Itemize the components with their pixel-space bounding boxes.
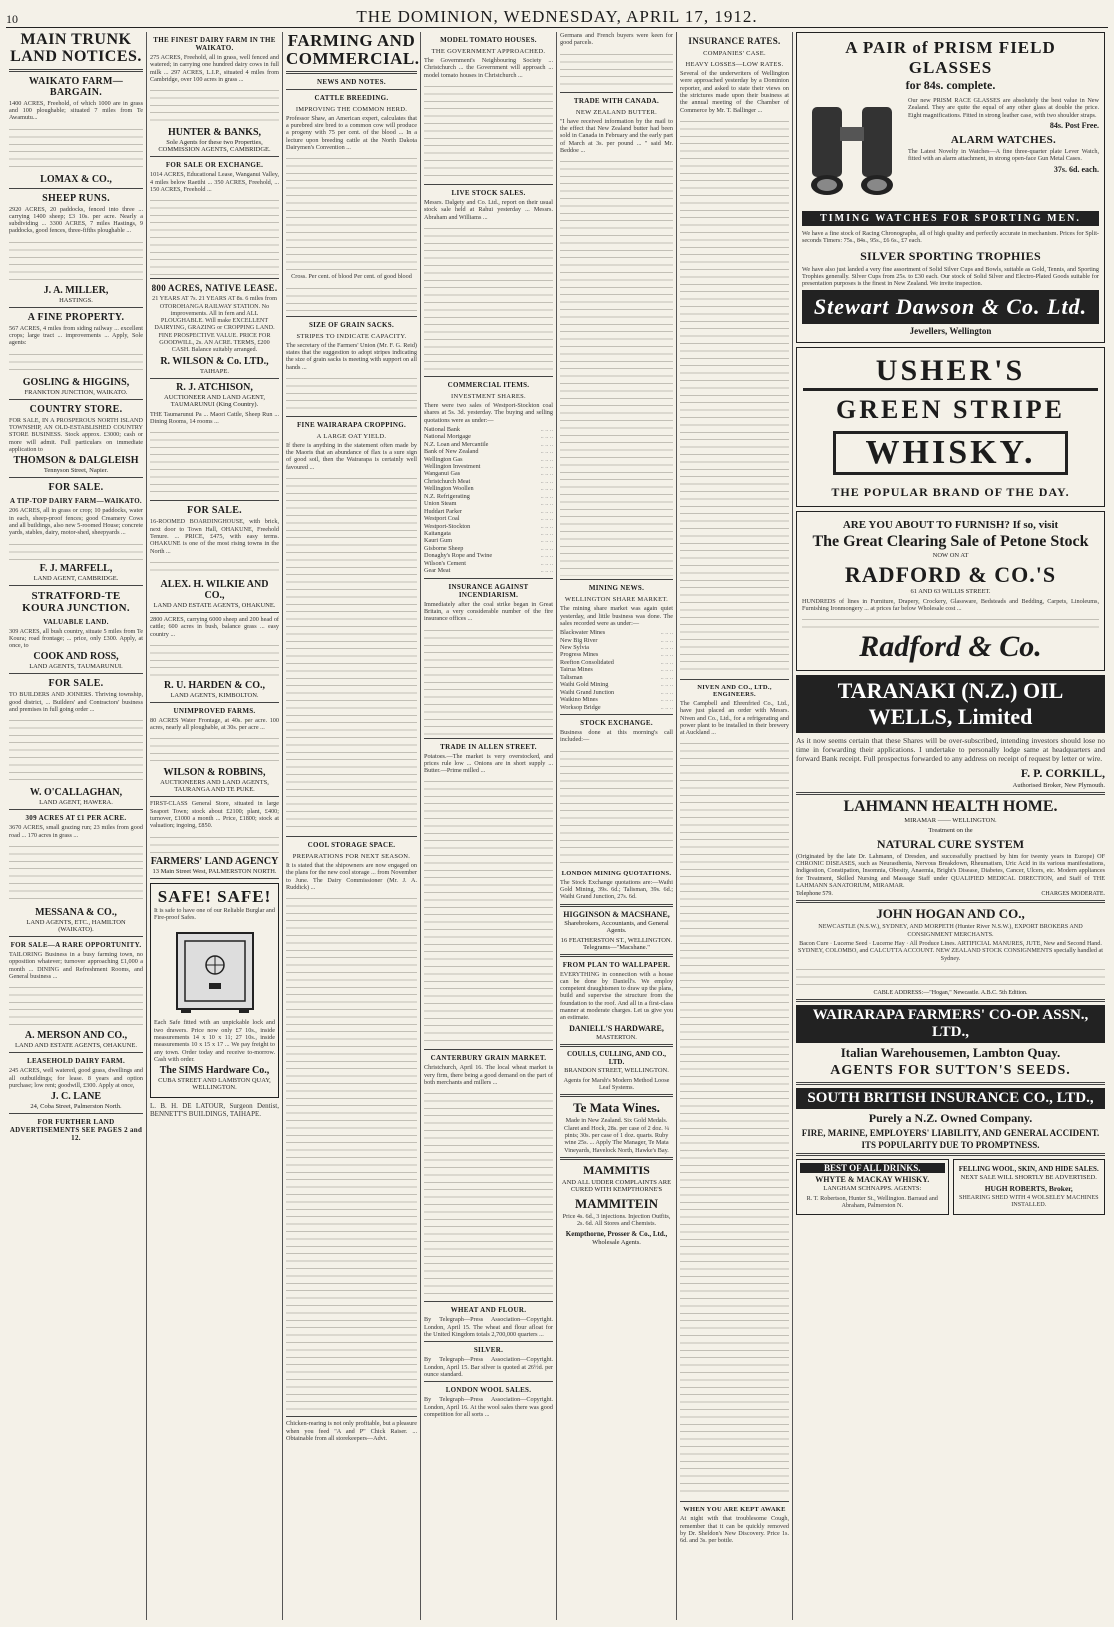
product-name: GREEN STRIPE xyxy=(836,394,1065,424)
agent-name: J. C. LANE xyxy=(50,1091,101,1103)
newspaper-title: THE DOMINION, WEDNESDAY, APRIL 17, 1912. xyxy=(356,7,758,26)
advertiser-place: Wholesale Agents. xyxy=(592,1238,641,1246)
share-row: Kauri Gum .. .. .. xyxy=(424,537,553,545)
share-row: Kaitangata .. .. .. xyxy=(424,529,553,537)
article-subtitle: PREPARATIONS FOR NEXT SEASON. xyxy=(292,853,411,861)
share-row: Westport Coal .. .. .. xyxy=(424,515,553,523)
column-commercial-items xyxy=(420,32,556,1620)
mining-row: Waikino Mines .. .. .. xyxy=(560,696,673,704)
article-title: MINING NEWS. xyxy=(588,584,645,593)
article-title: CATTLE BREEDING. xyxy=(314,93,389,102)
article-title: LONDON MINING QUOTATIONS. xyxy=(561,869,672,877)
column-insurance xyxy=(676,32,792,1620)
article-text: By Telegraph—Press Association—Copyright. London, April 16. At the wool sales there was good competition for all sorts ... xyxy=(424,1396,553,1418)
article-text: By Telegraph—Press Association—Copyright. London, April 15. The wheat and flour afloat for the United Kingdom totals 2,700,000 quarters ... xyxy=(424,1316,553,1338)
mining-row: Waihi Gold Mining .. .. .. xyxy=(560,681,673,689)
ad-title: WAIRARAPA FARMERS' CO-OP. ASSN., LTD., xyxy=(796,1005,1105,1043)
mining-row: Tairua Mines .. .. .. xyxy=(560,666,673,674)
advertiser-name: JOHN HOGAN AND CO., xyxy=(876,906,1025,922)
ad-subtitle: AND ALL UDDER COMPLAINTS ARE CURED WITH KEMPTHORNE'S xyxy=(561,1178,672,1193)
ad-title: TIMING WATCHES FOR SPORTING MEN. xyxy=(802,211,1099,226)
ad-note: CHARGES MODERATE. xyxy=(1041,891,1105,898)
ad-title: ALARM WATCHES. xyxy=(950,133,1057,146)
share-row: Wanganui Gas .. .. .. xyxy=(424,470,553,478)
article-text: The Government's Neighbouring Society ... Christchurch ... the Government will approach ... model tomato houses in Christchurch ... xyxy=(424,57,553,79)
ad-subtitle: VALUABLE LAND. xyxy=(43,617,109,626)
article-subtitle: WELLINGTON SHARE MARKET. xyxy=(564,596,669,604)
advertiser-name: HUGH ROBERTS, Broker, xyxy=(984,1183,1073,1193)
ad-text: At night with that troublesome Cough, remember that it can be quickly removed by Dr. Sheldon's New Discovery. Price 1s. 6d. and 3s. per bottle. xyxy=(680,1515,789,1545)
ad-title: FOR SALE. xyxy=(187,505,242,517)
share-row: National Mortgage .. .. .. xyxy=(424,433,553,441)
article-title: STOCK EXCHANGE. xyxy=(580,718,653,727)
ad-title: FOR SALE. xyxy=(48,482,104,494)
safe-ad-title: SAFE! SAFE! xyxy=(157,886,272,906)
advertiser-address: 16 FEATHERSTON ST., WELLINGTON. Telegrams—"Macshane." xyxy=(560,936,673,951)
ad-text: FIRE, MARINE, EMPLOYERS' LIABILITY, AND GENERAL ACCIDENT. xyxy=(801,1127,1100,1138)
article-subtitle: INVESTMENT SHARES. xyxy=(451,392,526,400)
article-subtitle: A LARGE OAT YIELD. xyxy=(316,432,387,440)
ad-text: 2800 ACRES, carrying 6000 sheep and 200 head of cattle; 600 acres in bush, balance grass ... easy country ... xyxy=(150,615,279,638)
ad-title: FELLING WOOL, SKIN, AND HIDE SALES. xyxy=(958,1164,1099,1173)
agent-name: GOSLING & HIGGINS, xyxy=(22,376,130,388)
ad-phone: Telephone 579. xyxy=(796,891,833,898)
article-text: If there is anything in the statement often made by the Maoris that an abundance of flax is a sure sign of good soil, then the Wairarapa is certainly well favoured ... xyxy=(286,441,417,471)
share-row: Gisborne Sheep .. .. .. xyxy=(424,544,553,552)
ad-subtitle: A TIP-TOP DAIRY FARM—WAIKATO. xyxy=(9,497,142,506)
ad-text: SHEARING SHED WITH 4 WOLSELEY MACHINES INSTALLED. xyxy=(958,1193,1099,1209)
radford-script-logo: Radford & Co. xyxy=(859,630,1042,664)
agent-name: WILSON & ROBBINS, xyxy=(163,767,266,779)
ad-title: WAIKATO FARM—BARGAIN. xyxy=(28,75,124,98)
agent-place: LAND AGENTS, ETC., HAMILTON (WAIKATO). xyxy=(26,919,126,934)
agent-name: R. J. ATCHISON, xyxy=(176,381,253,393)
ad-text: 3670 ACRES, small grazing run; 23 miles from good road ... 170 acres in grass ... xyxy=(9,824,143,839)
ad-title: UNIMPROVED FARMS. xyxy=(173,706,256,715)
ad-text: Price 4s. 6d., 3 injections. Injection Outfits, 2s. 6d. All Stores and Chemists. xyxy=(562,1212,671,1228)
ad-price: 37s. 6d. each. xyxy=(1053,164,1099,174)
section-heading: FARMING AND COMMERCIAL. xyxy=(286,32,420,68)
article-title: SIZE OF GRAIN SACKS. xyxy=(308,320,395,329)
safe-illustration-icon xyxy=(165,925,265,1015)
agent-place: CUBA STREET AND LAMBTON QUAY, WELLINGTON. xyxy=(158,1077,271,1092)
ad-text: THE Taumarunui Pa ... Maori Cattle, Sheep Run ... Dining Rooms, 14 rooms ... xyxy=(150,410,279,425)
article-title: COOL STORAGE SPACE. xyxy=(307,841,396,850)
ad-text: As it now seems certain that these Shares will be over-subscribed, intending investors should lose no time in forwarding their applications. I undertake to personally lodge same at headquarters and forward Bank receipt. Full prospectus forwarded to any address on receipt of request by letter or wire. xyxy=(796,736,1105,763)
article-text: Several of the underwriters of Wellington were approached yesterday by a Dominion reporter, and asked to state their views on the strictures made upon their business at the annual meeting of the Chamber of Commerce by Mr. T. Ballinger ... xyxy=(680,70,789,114)
advertiser-name: RADFORD & CO.'S xyxy=(844,561,1057,587)
share-table xyxy=(424,426,553,575)
article-title: INSURANCE AGAINST INCENDIARISM. xyxy=(448,582,529,599)
advertiser-place: MIRAMAR —— WELLINGTON. xyxy=(904,816,997,824)
agent-name: THOMSON & DALGLEISH xyxy=(13,455,139,467)
article-text: Christchurch, April 16. The local wheat market is very firm, there being a good demand on the part of both merchants and millers ... xyxy=(424,1064,553,1087)
share-row: Wellington Investment .. .. .. xyxy=(424,463,553,470)
section-subheading: NEWS AND NOTES. xyxy=(317,77,386,86)
article-text: By Telegraph—Press Association—Copyright. London, April 15. Bar silver is quoted at 26½d. per ounce standard. xyxy=(424,1356,553,1378)
advertiser-place: MASTERTON. xyxy=(596,1033,637,1041)
article-title: MODEL TOMATO HOUSES. xyxy=(440,36,537,44)
ad-text: Made in New Zealand. Six Gold Medals. Claret and Hock, 28s. per case of 2 doz. ¼ pints; 30s. per case of 1 doz. quarts. Ruby wine 25s. ... Apply The Manager, Te Mata Vineyards, Havelock North, Hawke's Bay. xyxy=(564,1117,669,1154)
ad-headline: AGENTS FOR SUTTON'S SEEDS. xyxy=(830,1062,1071,1078)
ad-title: FROM PLAN TO WALLPAPER. xyxy=(562,960,671,969)
agent-place: Tennyson Street, Napier. xyxy=(43,467,109,475)
article-text: The mining share market was again quiet yesterday, and little business was done. The sales recorded were as under:— xyxy=(560,605,673,627)
table-header: Cross. Per cent. of blood Per cent. of good blood xyxy=(291,273,412,281)
mining-row: New Sylvia .. .. .. xyxy=(560,644,673,651)
column-display-ads xyxy=(792,32,1108,1620)
ad-text: The Latest Novelty in Watches—A fine three-quarter plate Lever Watch, fitted with an alarm attachment, in strong open-face Gun Metal Cases. xyxy=(908,147,1099,163)
ad-text: 2920 ACRES, 20 paddocks, fenced into three ... carrying 1400 sheep; £3 10s. per acre. Nearly a subdividing ... 3300 ACRES, 7 miles Hastings, 9 paddocks, good fences, three-fifths ploughable ... xyxy=(9,205,143,235)
ad-text: TO BUILDERS AND JOINERS. Thriving township, good district, ... Builders' and Contractors' business and premises in full going order ... xyxy=(9,691,143,714)
ad-text: 309 ACRES, all bush country, situate 5 miles from Te Koura; road frontage; ... price, only £300. Apply, at once, to xyxy=(9,627,143,650)
product-type: WHISKY. xyxy=(833,431,1068,475)
share-row: Wellington Woollen .. .. .. xyxy=(424,485,553,493)
ad-text: (Originated by the late Dr. Lahmann, of Dresden, and successfully practised by him for twenty years in Europe) OF CHRONIC DISEASES, such as Neurasthenia, Nervous Breakdown, Rheumatism, Uric Acid in its various manifestations, Indigestion, Constipation, Insomnia, Obesity, Anaemia, Bright's Disease, Diabetes, Cancer, Ulcers, etc. Modern appliances for Treatment, Skilled Nursing and Massage Staff under QUALIFIED MEDICAL DIRECTION, and Staff of THE LAHMANN SANATORIUM, MIRAMAR. xyxy=(796,852,1105,889)
column-land-ads xyxy=(146,32,282,1620)
article-subtitle: COMPANIES' CASE. xyxy=(703,50,766,57)
ad-text: We have a fine stock of Racing Chronographs, all of high quality and perfectly accurate in mechanism. Prices for Split-seconds Timers: 75s., 84s., 95s., £6 6s., £7 each. xyxy=(802,230,1099,245)
agent-name: R. WILSON & Co. LTD., xyxy=(160,355,269,367)
ad-text: 16-ROOMED BOARDINGHOUSE, with brick, next door to Town Hall, OHAKUNE, Freehold Tenure. ... PRICE, £475, with easy terms. OHAKUNE is one of the most rising towns in the North ... xyxy=(150,518,279,555)
wool-sales-ad xyxy=(953,1159,1106,1216)
ad-title: MAMMITIS xyxy=(583,1162,650,1177)
ad-title: BEST OF ALL DRINKS. xyxy=(800,1163,945,1173)
ad-title: FOR SALE OR EXCHANGE. xyxy=(165,161,264,170)
agent-place: 24, Coba Street, Palmerston North. xyxy=(30,1103,122,1111)
ad-title: THE FINEST DAIRY FARM IN THE WAIKATO. xyxy=(153,36,276,52)
safe-ad xyxy=(150,883,279,1099)
column-trade-mining xyxy=(556,32,676,1620)
agent-place: LAND AGENTS, KIMBOLTON. xyxy=(170,691,259,699)
ushers-whisky-ad xyxy=(796,347,1105,507)
ad-price: for 84s. complete. xyxy=(905,78,996,92)
article-subtitle: NEW ZEALAND BUTTER. xyxy=(575,108,658,116)
ad-title: TARANAKI (N.Z.) OIL WELLS, Limited xyxy=(796,675,1105,733)
ad-headline: WHYTE & MACKAY WHISKY. xyxy=(815,1174,930,1184)
ad-subtitle: NEXT SALE WILL SHORTLY BE ADVERTISED. xyxy=(960,1173,1097,1181)
agent-name: MESSANA & CO., xyxy=(35,907,117,919)
ad-text: 21 YEARS AT 7s. 21 YEARS AT 8s. 6 miles from OTOROHANGA RAILWAY STATION. No improvements. All in fern and ALL PLOUGHABLE. Will make EXCELLENT DAIRYING, GRAZING or CROPPING LAND. FINE PROSPECTIVE VALUE. PRICE FOR GOODWILL, 2s. AN ACRE. TERMS, £200 CASH. Balance suitably arranged. xyxy=(152,295,277,354)
advertiser-name: HIGGINSON & MACSHANE, xyxy=(563,909,670,919)
agent-place: LAND AGENT, CAMBRIDGE. xyxy=(33,574,119,582)
article-title: TRADE WITH CANADA. xyxy=(573,96,660,105)
ad-text: 1400 ACRES, Freehold, of which 1000 are in grass and 100 ploughable; situated 7 miles from Te Awamutu... xyxy=(9,99,143,122)
ad-text: HUNDREDS of lines in Furniture, Drapery, Crockery, Glassware, Bedsteads and Bedding, Carpets, Linoleums, Furnishing Ironmongery ... at prices far below Wholesale cost ... xyxy=(802,597,1099,612)
mining-row: Progress Mines .. .. .. xyxy=(560,651,673,659)
agent-place: AUCTIONEERS AND LAND AGENTS, TAURANGA AND TE PUKE. xyxy=(160,779,269,794)
agent-name: J. A. MILLER, xyxy=(43,284,109,296)
ad-text: EVERYTHING in connection with a house can be done by Daniell's. We employ competent draughtsmen to draw up the plans, build and supervise the structure from the foundation to the roof. And all in a first-class manner at moderate charges. Let us give you an estimate. xyxy=(560,970,673,1022)
share-row: Huddart Parker .. .. .. xyxy=(424,507,553,515)
ad-price: 84s. Post Free. xyxy=(1049,120,1099,130)
article-title: SILVER. xyxy=(473,1346,504,1355)
mining-table xyxy=(560,629,673,711)
ad-text: 80 ACRES Water Frontage, at 40s. per acre. 100 acres, nearly all ploughable, at 30s. per acre ... xyxy=(150,716,279,732)
share-row: Christchurch Meat .. .. .. xyxy=(424,477,553,485)
ad-text: 245 ACRES, well watered, good grass, dwellings and all outbuildings; for lease. 8 years and option purchase; low rent; goodwill, £300. Apply at once, xyxy=(9,1067,143,1089)
ad-title: LEASEHOLD DAIRY FARM. xyxy=(26,1057,126,1066)
agent-name: FARMERS' LAND AGENCY xyxy=(150,855,279,867)
agent-place: LAND AGENT, HAWERA. xyxy=(39,799,113,807)
radford-ad xyxy=(796,511,1105,672)
ad-text: It is safe to have one of our Reliable Burglar and Fire-proof Safes. xyxy=(154,906,275,921)
article-text: Chicken-rearing is not only profitable, but a pleasure when you feed "A and P" Chick Raiser. ... Obtainable from all storekeepers—Advt. xyxy=(286,1420,417,1442)
ad-text: 567 ACRES, 4 miles from siding railway ... excellent crops; large tract ... improvements ... Apply, Sole agents: xyxy=(9,324,143,347)
article-title: FINE WAIRARAPA CROPPING. xyxy=(296,420,407,429)
article-subtitle: STRIPES TO INDICATE CAPACITY. xyxy=(296,332,407,340)
page-number: 10 xyxy=(6,12,18,26)
ad-title: COUNTRY STORE. xyxy=(29,403,123,415)
article-title: CANTERBURY GRAIN MARKET. xyxy=(430,1054,547,1063)
ad-subtitle: Italian Warehousemen, Lambton Quay. xyxy=(840,1044,1061,1060)
ad-text: Agents for Marsh's Modern Method Loose Leaf Systems. xyxy=(563,1076,670,1091)
share-row: Westport-Stockton .. .. .. xyxy=(424,522,553,530)
agent-place: 13 Main Street West, PALMERSTON NORTH. xyxy=(152,867,277,875)
ad-title: 800 ACRES, NATIVE LEASE. xyxy=(151,283,278,294)
mining-row: Worksop Bridge .. .. .. xyxy=(560,703,673,711)
ad-text: Bacon Cure · Lucerne Seed · Lucerne Hay · All Produce Lines. ARTIFICIAL MANURES, JUTE, New and Second Hand. SYDNEY, COLOMBO, and CALCUTTA ACCOUNT. NEW ZEALAND STOCK CONSIGNMENTS specially handled at Sydney. xyxy=(798,939,1103,962)
advertiser-name: COULLS, CULLING, AND CO., LTD. xyxy=(567,1049,666,1066)
ad-text: Our new PRISM RACE GLASSES are absolutely the best value in New Zealand. They are quite the equal of any other glass at double the price. Eight magnifications. Fitted in strong leather case, with two shoulder straps. xyxy=(908,97,1099,119)
share-row: N.Z. Loan and Mercantile .. .. .. xyxy=(424,440,553,448)
ad-title: A PAIR of PRISM FIELD GLASSES xyxy=(845,38,1056,77)
agent-place: LAND AGENTS, TAUMARUNUI. xyxy=(29,663,123,671)
share-row: Donaghy's Rope and Twine .. .. .. xyxy=(424,552,553,560)
ad-title: LAHMANN HEALTH HOME. xyxy=(843,797,1058,815)
ad-headline: NATURAL CURE SYSTEM xyxy=(876,836,1025,851)
share-row: National Bank .. .. .. xyxy=(424,425,553,433)
ad-note: NOW ON AT xyxy=(932,551,969,559)
ad-text: R. T. Robertson, Hunter St., Wellington. Barraud and Abraham, Palmerston N. xyxy=(806,1194,938,1210)
advertiser-name: F. P. CORKILL, xyxy=(1020,765,1105,780)
article-text: Immediately after the coal strike began in Great Britain, a very considerable number of the fire insurance offices ... xyxy=(424,600,553,623)
advertiser-name: Kempthorne, Prosser & Co., Ltd., xyxy=(565,1229,668,1238)
masthead xyxy=(6,6,1108,28)
article-text: Potatoes.—The market is very overstocked, and prices rule low ... Onions are in short supply ... Butter.—Prime milled ... xyxy=(424,752,553,775)
ad-text: 1014 ACRES, Educational Lease, Wanganui Valley, 4 miles below Raetihi ... 350 ACRES, Freehold, ... 150 ACRES, Freehold ... xyxy=(150,171,279,193)
ad-text: Each Safe fitted with an unpickable lock and two drawers. Price now only £7 10s., inside measurements 14 x 10 x 11; 27 10s., inside measurements 10 x 15 x 17 ... We pay freight to any town. Order today and receive to-morrow. Cash with order. xyxy=(154,1019,275,1063)
share-row: Wellington Gas .. .. .. xyxy=(424,455,553,463)
article-text: Business done at this morning's call included:— xyxy=(560,728,673,744)
advertiser-place: Jewellers, Wellington xyxy=(909,325,992,336)
agent-name: LOMAX & CO., xyxy=(40,173,112,185)
share-row: Gear Meat .. .. .. xyxy=(424,567,553,575)
advertiser-place: Authorised Broker, New Plymouth. xyxy=(1012,781,1105,789)
ad-note: Treatment on the xyxy=(928,826,973,834)
article-subtitle: IMPROVING THE COMMON HERD. xyxy=(295,105,408,113)
agent-name: The SIMS Hardware Co., xyxy=(159,1065,270,1077)
agent-place: LAND AND ESTATE AGENTS, OHAKUNE. xyxy=(153,601,276,609)
agent-place: AUCTIONEER AND LAND AGENT, TAUMARUNUI (King Country). xyxy=(164,393,265,408)
share-row: Union Steam .. .. .. xyxy=(424,500,553,508)
agent-place: FRANKTON JUNCTION, WAIKATO. xyxy=(24,388,128,396)
ad-subtitle: LANGHAM SCHNAPPS. AGENTS: xyxy=(823,1184,922,1192)
ad-title: SOUTH BRITISH INSURANCE CO., LTD., xyxy=(796,1088,1105,1109)
agent-name: F. J. MARFELL, xyxy=(39,562,113,574)
ad-text: We have also just landed a very fine assortment of Solid Silver Cups and Bowls, suitable as Gold, Tennis, and Sporting Trophies generally. Silver Cups from 25s. to £30 each. Our stock of Solid Silver and Electro-Plated Goods suitable for presentation purposes is the finest in New Zealand. We invite inspection. xyxy=(802,265,1099,288)
brand-name: USHER'S xyxy=(803,354,1098,391)
mining-row: Reefton Consolidated .. .. .. xyxy=(560,658,673,666)
mining-row: Talisman .. .. .. xyxy=(560,673,673,681)
mining-row: New Big River .. .. .. xyxy=(560,636,673,644)
ad-cable: CABLE ADDRESS:—"Hogan," Newcastle. A.B.C. 5th Edition. xyxy=(873,989,1028,996)
advertiser-address: 61 AND 63 WILLIS STREET. xyxy=(910,587,991,595)
agent-place: HASTINGS. xyxy=(59,296,93,304)
ad-title: A FINE PROPERTY. xyxy=(27,311,125,323)
article-title: LONDON WOOL SALES. xyxy=(445,1386,532,1395)
ad-text: NEWCASTLE (N.S.W.), SYDNEY, AND MORPETH (Hunter River N.S.W.), EXPORT BROKERS AND CONSIGNMENT MERCHANTS. xyxy=(818,923,1083,938)
article-title: TRADE IN ALLEN STREET. xyxy=(440,742,537,751)
product-name: MAMMITEIN xyxy=(574,1195,659,1211)
field-glasses-icon xyxy=(802,97,902,207)
article-title: NIVEN AND CO., LTD., ENGINEERS. xyxy=(697,683,772,698)
ad-headline: The Great Clearing Sale of Petone Stock xyxy=(812,532,1089,550)
agent-name: W. O'CALLAGHAN, xyxy=(29,787,123,799)
mining-row: Waihi Grand Junction .. .. .. xyxy=(560,688,673,696)
ad-text: TAILORING Business in a busy farming town, no opposition whatever; turnover approaching £1,000 a month ... DINING and Refreshment Rooms, and General business ... xyxy=(9,951,143,980)
whisky-drinks-ad xyxy=(796,1159,949,1216)
ad-text: ITS POPULARITY DUE TO PROMPTNESS. xyxy=(861,1139,1040,1150)
article-text: Germans and French buyers were keen for good parcels. xyxy=(560,32,673,47)
section-heading: MAIN TRUNK LAND NOTICES. xyxy=(10,32,142,65)
agent-name: A. MERSON AND CO., xyxy=(24,1030,128,1042)
article-title: COMMERCIAL ITEMS. xyxy=(447,380,530,389)
article-title: LIVE STOCK SALES. xyxy=(451,188,526,197)
ad-text: 275 ACRES, Freehold, all in grass, well fenced and watered; in carrying one hundred dairy cows in full milk ... 297 ACRES, L.I.P., situated 4 miles from Cambridge, over 100 acres in grass ... xyxy=(150,54,279,83)
advertiser-sub: Sharebrokers, Accountants, and General Agents. xyxy=(564,919,669,934)
ad-subtitle: Purely a N.Z. Owned Company. xyxy=(868,1110,1033,1125)
article-text: There were two sales of Westport-Stockton coal shares at 5s. 3d. yesterday. The buying and selling quotations were as under:— xyxy=(424,401,553,424)
share-row: N.Z. Refrigerating .. .. .. xyxy=(424,492,553,500)
ad-title: 309 ACRES AT £1 PER ACRE. xyxy=(25,814,127,823)
ad-title: SHEEP RUNS. xyxy=(42,192,110,204)
agent-name: HUNTER & BANKS, xyxy=(167,127,262,139)
agent-name: ALEX. H. WILKIE AND CO., xyxy=(160,578,269,601)
ad-title: FOR SALE—A RARE OPPORTUNITY. xyxy=(10,941,142,950)
ad-slogan: THE POPULAR BRAND OF THE DAY. xyxy=(831,484,1070,499)
advertiser-place: BRANDON STREET, WELLINGTON. xyxy=(564,1066,669,1074)
article-text: The secretary of the Farmers' Union (Mr. F. G. Reid) states that the suggestion to adopt stripes indicating the size of grain sacks is meeting with support on all hands ... xyxy=(286,341,417,371)
share-row: Wilson's Cement .. .. .. xyxy=(424,559,553,567)
article-text: It is stated that the shipowners are now engaged on the plans for the new cool storage ... from November to June. The Dairy Commissioner (Mr. J. A. Ruddick) ... xyxy=(286,862,417,891)
mining-row: Blackwater Mines .. .. .. xyxy=(560,629,673,637)
ad-title: Te Mata Wines. xyxy=(573,1100,660,1116)
share-row: Bank of New Zealand .. .. .. xyxy=(424,448,553,456)
agent-place: LAND AND ESTATE AGENTS, OHAKUNE. xyxy=(15,1042,137,1050)
column-farming-commercial xyxy=(282,32,420,1620)
article-text: Messrs. Dalgety and Co. Ltd., report on their usual stock sale held at Rahui yesterday ... Messrs. Abraham and Williams ... xyxy=(424,198,553,221)
ad-title: ARE YOU ABOUT TO FURNISH? If so, visit xyxy=(842,518,1059,531)
footer-note: FOR FURTHER LAND ADVERTISEMENTS SEE PAGES 2 and 12. xyxy=(9,1118,143,1143)
article-title: INSURANCE RATES. xyxy=(688,36,781,46)
ad-title: WHEN YOU ARE KEPT AWAKE xyxy=(683,1506,786,1514)
column-main-trunk-land xyxy=(6,32,146,1620)
article-text: The Campbell and Ehrenfried Co., Ltd., have just placed an order with Messrs. Niven and Co., Ltd., for a refrigerating and power plant to be installed in their brewery at Auckland ... xyxy=(680,699,789,737)
ad-text: FIRST-CLASS General Store, situated in large Seaport Town; stock about £2100; plant, £400; turnover, £1000 a month ... Price, £1800; stock at valuation; ingoing, £850. xyxy=(150,800,279,830)
ad-text: L. B. H. DE LATOUR, Surgeon Dentist, BENNETT'S BUILDINGS, TAIHAPE. xyxy=(150,1102,279,1119)
article-subtitle: THE GOVERNMENT APPROACHED. xyxy=(431,48,546,55)
article-subtitle: HEAVY LOSSES—LOW RATES. xyxy=(685,61,784,68)
ad-title: STRATFORD-TE KOURA JUNCTION. xyxy=(22,589,130,614)
ad-text: FOR SALE, IN A PROSPEROUS NORTH ISLAND TOWNSHIP, AN OLD-ESTABLISHED COUNTRY STORE BUSINESS. Stock approx. £3000; cash or more will admit. Full particulars on immediate application to xyxy=(9,416,143,453)
ad-title: SILVER SPORTING TROPHIES xyxy=(860,248,1041,263)
article-text: "I have received information by the mail to the effect that New Zealand butter had been sold in Canada in February and the early part of March at 3s. per pound ... " said Mr. Beddoe ... xyxy=(560,117,673,154)
ad-title: FOR SALE. xyxy=(48,678,104,690)
agent-name: R. U. HARDEN & CO., xyxy=(163,679,266,691)
advertiser-name: DANIELL'S HARDWARE, xyxy=(569,1023,664,1033)
stewart-dawson-logo: Stewart Dawson & Co. Ltd. xyxy=(802,290,1099,324)
agent-name: COOK AND ROSS, xyxy=(33,651,119,663)
agent-place: Sole Agents for these two Properties, COMMISSION AGENTS, CAMBRIDGE. xyxy=(158,139,271,154)
article-title: WHEAT AND FLOUR. xyxy=(450,1306,527,1315)
ad-text: 206 ACRES, all in grass or crop; 10 paddocks, water in each, sheep-proof fences; good Creamery Cows and all buildings, also new 5-roomed House; concrete yards, stables, dairy, motor-shed, sheepyards ... xyxy=(9,507,143,537)
article-text: The Stock Exchange quotations are:—Waihi Gold Mining, 39s. 6d.; Talisman, 39s. 6d.; Waihi Grand Junction, 27s. 6d. xyxy=(560,878,673,901)
agent-place: TAIHAPE. xyxy=(200,367,229,375)
prism-glasses-ad xyxy=(796,32,1105,343)
article-text: Professor Shaw, an American expert, calculates that a purebred sire bred to a common cow will produce a progeny with 75 per cent. of the blood ... In a lecture upon breeding cattle at the North Dakota Dairymen's Convention ... xyxy=(286,114,417,151)
